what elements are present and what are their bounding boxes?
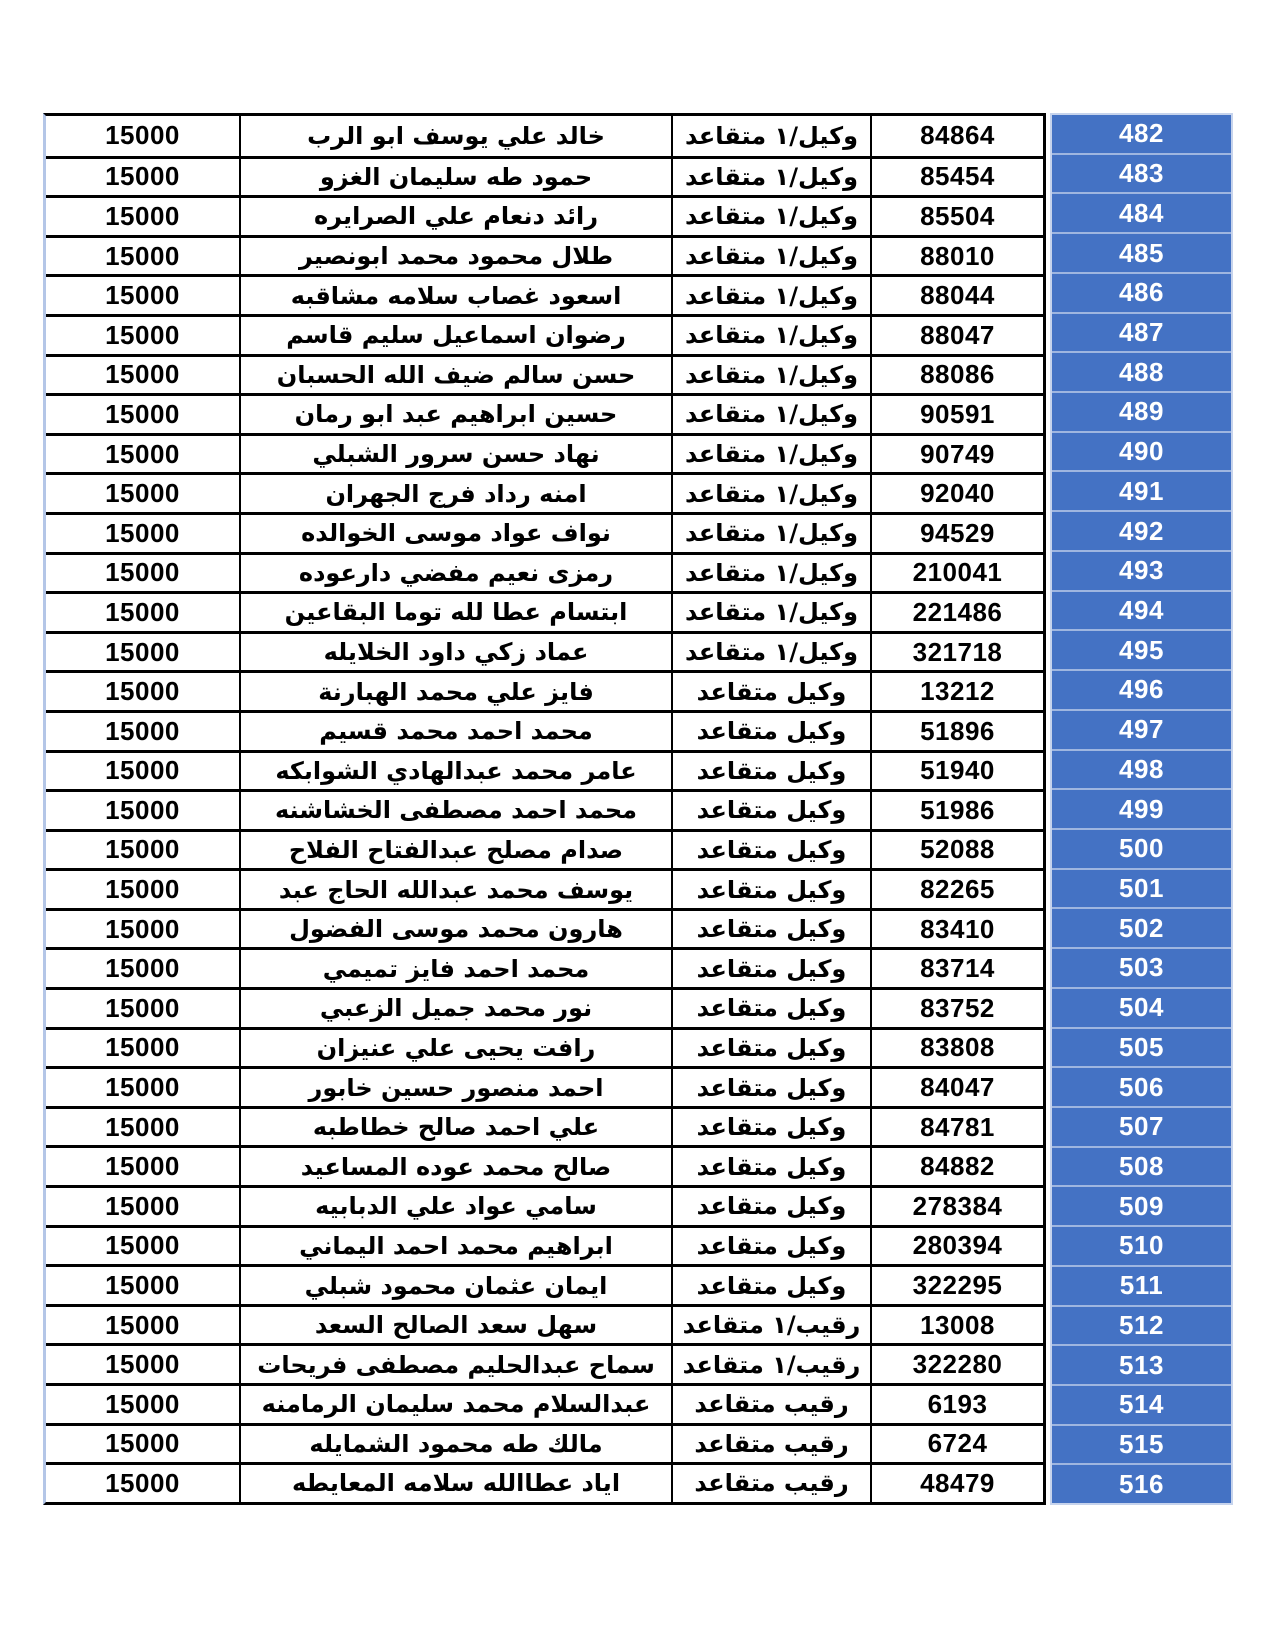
amount-cell: 15000 (105, 1151, 180, 1182)
table-row (46, 1423, 1043, 1463)
amount-cell: 15000 (105, 478, 180, 509)
id-cell: 88086 (870, 357, 1043, 394)
id-cell: 280394 (870, 1228, 1043, 1265)
table-row (46, 156, 1043, 196)
table-row (46, 1383, 1043, 1423)
rank-cell: وكيل متقاعد (671, 950, 870, 987)
rank-cell: وكيل/١ متقاعد (671, 555, 870, 592)
row-number-cell: 506 (1052, 1066, 1231, 1106)
row-number-cell: 499 (1052, 788, 1231, 828)
row-index-column (1050, 113, 1233, 1505)
table-row (46, 235, 1043, 275)
amount-cell: 15000 (105, 517, 180, 548)
rank-cell: وكيل/١ متقاعد (671, 238, 870, 275)
row-number-cell: 498 (1052, 749, 1231, 789)
id-cell: 13008 (870, 1307, 1043, 1344)
rank-cell: وكيل/١ متقاعد (671, 277, 870, 314)
amount-cell: 15000 (105, 1428, 180, 1459)
id-cell: 278384 (870, 1188, 1043, 1225)
name-cell: محمد احمد مصطفى الخشاشنه (239, 792, 671, 829)
name-cell: حمود طه سليمان الغزو (239, 159, 671, 196)
table-row (46, 908, 1043, 948)
name-cell: سهل سعد الصالح السعد (239, 1307, 671, 1344)
amount-cell: 15000 (105, 398, 180, 429)
amount-cell: 15000 (105, 1111, 180, 1142)
name-cell: ايمان عثمان محمود شبلي (239, 1267, 671, 1304)
id-cell: 51940 (870, 753, 1043, 790)
row-number-cell: 485 (1052, 232, 1231, 272)
row-number-cell: 510 (1052, 1225, 1231, 1265)
amount-cell: 15000 (105, 1072, 180, 1103)
name-cell: سامي عواد علي الدبابيه (239, 1188, 671, 1225)
row-number-cell: 503 (1052, 947, 1231, 987)
amount-cell: 15000 (105, 1467, 180, 1498)
id-cell: 84864 (870, 116, 1043, 156)
table-row (46, 195, 1043, 235)
id-cell: 83808 (870, 1030, 1043, 1067)
id-cell: 88010 (870, 238, 1043, 275)
row-number-cell: 516 (1052, 1463, 1231, 1503)
amount-cell: 15000 (105, 280, 180, 311)
name-cell: حسن سالم ضيف الله الحسبان (239, 357, 671, 394)
table-row (46, 472, 1043, 512)
table-row (46, 868, 1043, 908)
amount-cell: 15000 (105, 834, 180, 865)
id-cell: 84047 (870, 1069, 1043, 1106)
name-cell: احمد منصور حسين خابور (239, 1069, 671, 1106)
id-cell: 84882 (870, 1148, 1043, 1185)
id-cell: 92040 (870, 475, 1043, 512)
amount-cell: 15000 (105, 200, 180, 231)
id-cell: 322295 (870, 1267, 1043, 1304)
name-cell: امنه رداد فرج الجهران (239, 475, 671, 512)
id-cell: 83714 (870, 950, 1043, 987)
row-number-cell: 505 (1052, 1027, 1231, 1067)
id-cell: 84781 (870, 1109, 1043, 1146)
id-cell: 94529 (870, 515, 1043, 552)
rank-cell: وكيل/١ متقاعد (671, 357, 870, 394)
table-row (46, 116, 1043, 156)
rank-cell: وكيل/١ متقاعد (671, 634, 870, 671)
row-number-cell: 509 (1052, 1185, 1231, 1225)
table-row (46, 631, 1043, 671)
amount-cell: 15000 (105, 953, 180, 984)
amount-cell: 15000 (105, 596, 180, 627)
table-row (46, 314, 1043, 354)
name-cell: اياد عطاالله سلامه المعايطه (239, 1465, 671, 1502)
rank-cell: وكيل/١ متقاعد (671, 515, 870, 552)
row-number-cell: 514 (1052, 1384, 1231, 1424)
id-cell: 210041 (870, 555, 1043, 592)
row-number-cell: 490 (1052, 431, 1231, 471)
id-cell: 221486 (870, 594, 1043, 631)
table-row (46, 591, 1043, 631)
name-cell: طلال محمود محمد ابونصير (239, 238, 671, 275)
table-row (46, 393, 1043, 433)
name-cell: مالك طه محمود الشمايله (239, 1426, 671, 1463)
rank-cell: رقيب/١ متقاعد (671, 1307, 870, 1344)
rank-cell: وكيل متقاعد (671, 1109, 870, 1146)
amount-cell: 15000 (105, 1032, 180, 1063)
name-cell: عبدالسلام محمد سليمان الرمامنه (239, 1386, 671, 1423)
table-row (46, 1343, 1043, 1383)
id-cell: 6724 (870, 1426, 1043, 1463)
row-number-cell: 504 (1052, 987, 1231, 1027)
row-number-cell: 507 (1052, 1106, 1231, 1146)
amount-cell: 15000 (105, 438, 180, 469)
name-cell: صدام مصلح عبدالفتاح الفلاح (239, 832, 671, 869)
table-row (46, 1066, 1043, 1106)
name-cell: ابتسام عطا لله توما البقاعين (239, 594, 671, 631)
name-cell: صالح محمد عوده المساعيد (239, 1148, 671, 1185)
rank-cell: وكيل/١ متقاعد (671, 436, 870, 473)
row-number-cell: 486 (1052, 272, 1231, 312)
rank-cell: رقيب/١ متقاعد (671, 1346, 870, 1383)
row-number-cell: 501 (1052, 868, 1231, 908)
id-cell: 51896 (870, 713, 1043, 750)
table-row (46, 670, 1043, 710)
id-cell: 90749 (870, 436, 1043, 473)
amount-cell: 15000 (105, 992, 180, 1023)
amount-cell: 15000 (105, 1349, 180, 1380)
id-cell: 82265 (870, 871, 1043, 908)
table-row (46, 1145, 1043, 1185)
id-cell: 83752 (870, 990, 1043, 1027)
amount-cell: 15000 (105, 794, 180, 825)
table-row (46, 552, 1043, 592)
amount-cell: 15000 (105, 1309, 180, 1340)
table-row (46, 829, 1043, 869)
id-cell: 322280 (870, 1346, 1043, 1383)
rank-cell: وكيل متقاعد (671, 832, 870, 869)
id-cell: 52088 (870, 832, 1043, 869)
row-number-cell: 489 (1052, 391, 1231, 431)
amount-cell: 15000 (105, 676, 180, 707)
id-cell: 48479 (870, 1465, 1043, 1502)
rank-cell: وكيل متقاعد (671, 871, 870, 908)
amount-cell: 15000 (105, 359, 180, 390)
table-row (46, 433, 1043, 473)
name-cell: محمد احمد فايز تميمي (239, 950, 671, 987)
row-number-cell: 513 (1052, 1344, 1231, 1384)
row-number-cell: 483 (1052, 153, 1231, 193)
amount-cell: 15000 (105, 120, 180, 151)
name-cell: يوسف محمد عبدالله الحاج عبد (239, 871, 671, 908)
name-cell: علي احمد صالح خطاطبه (239, 1109, 671, 1146)
row-number-cell: 492 (1052, 510, 1231, 550)
amount-cell: 15000 (105, 874, 180, 905)
name-cell: رضوان اسماعيل سليم قاسم (239, 317, 671, 354)
name-cell: هارون محمد موسى الفضول (239, 911, 671, 948)
name-cell: رائد دنعام علي الصرايره (239, 198, 671, 235)
amount-cell: 15000 (105, 755, 180, 786)
table-row (46, 1106, 1043, 1146)
name-cell: نهاد حسن سرور الشبلي (239, 436, 671, 473)
name-cell: عامر محمد عبدالهادي الشوابكه (239, 753, 671, 790)
amount-cell: 15000 (105, 240, 180, 271)
id-cell: 88047 (870, 317, 1043, 354)
row-number-cell: 482 (1052, 115, 1231, 153)
table-row (46, 1304, 1043, 1344)
table-row (46, 1185, 1043, 1225)
id-cell: 85454 (870, 159, 1043, 196)
amount-cell: 15000 (105, 557, 180, 588)
rank-cell: رقيب متقاعد (671, 1426, 870, 1463)
row-number-cell: 496 (1052, 669, 1231, 709)
rank-cell: وكيل/١ متقاعد (671, 396, 870, 433)
name-cell: عماد زكي داود الخلايله (239, 634, 671, 671)
row-number-cell: 511 (1052, 1265, 1231, 1305)
rank-cell: وكيل/١ متقاعد (671, 594, 870, 631)
table-row (46, 512, 1043, 552)
rank-cell: وكيل متقاعد (671, 1267, 870, 1304)
rank-cell: وكيل متقاعد (671, 1148, 870, 1185)
table-row (46, 1225, 1043, 1265)
rank-cell: وكيل/١ متقاعد (671, 317, 870, 354)
rank-cell: وكيل متقاعد (671, 990, 870, 1027)
pension-table (43, 113, 1046, 1505)
name-cell: ابراهيم محمد احمد اليماني (239, 1228, 671, 1265)
rank-cell: وكيل متقاعد (671, 1188, 870, 1225)
name-cell: حسين ابراهيم عبد ابو رمان (239, 396, 671, 433)
rank-cell: وكيل متقاعد (671, 911, 870, 948)
rank-cell: وكيل/١ متقاعد (671, 475, 870, 512)
table-row (46, 710, 1043, 750)
table-row (46, 947, 1043, 987)
row-number-cell: 491 (1052, 470, 1231, 510)
rank-cell: وكيل/١ متقاعد (671, 159, 870, 196)
id-cell: 83410 (870, 911, 1043, 948)
row-number-cell: 488 (1052, 351, 1231, 391)
row-number-cell: 487 (1052, 312, 1231, 352)
table-row (46, 1264, 1043, 1304)
amount-cell: 15000 (105, 1388, 180, 1419)
rank-cell: وكيل/١ متقاعد (671, 198, 870, 235)
table-row (46, 354, 1043, 394)
row-number-cell: 502 (1052, 907, 1231, 947)
rank-cell: وكيل متقاعد (671, 1228, 870, 1265)
table-row (46, 1462, 1043, 1502)
id-cell: 51986 (870, 792, 1043, 829)
id-cell: 13212 (870, 673, 1043, 710)
table-row (46, 987, 1043, 1027)
name-cell: خالد علي يوسف ابو الرب (239, 116, 671, 156)
rank-cell: وكيل متقاعد (671, 713, 870, 750)
row-number-cell: 494 (1052, 590, 1231, 630)
id-cell: 88044 (870, 277, 1043, 314)
amount-cell: 15000 (105, 1270, 180, 1301)
rank-cell: وكيل متقاعد (671, 673, 870, 710)
name-cell: رمزى نعيم مفضي دارعوده (239, 555, 671, 592)
name-cell: محمد احمد محمد قسيم (239, 713, 671, 750)
rank-cell: رقيب متقاعد (671, 1465, 870, 1502)
name-cell: رافت يحيى علي عنيزان (239, 1030, 671, 1067)
rank-cell: وكيل متقاعد (671, 1069, 870, 1106)
amount-cell: 15000 (105, 319, 180, 350)
table-row (46, 274, 1043, 314)
id-cell: 321718 (870, 634, 1043, 671)
name-cell: نواف عواد موسى الخوالده (239, 515, 671, 552)
name-cell: سماح عبدالحليم مصطفى فريحات (239, 1346, 671, 1383)
rank-cell: وكيل متقاعد (671, 753, 870, 790)
amount-cell: 15000 (105, 161, 180, 192)
amount-cell: 15000 (105, 1190, 180, 1221)
row-number-cell: 495 (1052, 629, 1231, 669)
rank-cell: وكيل/١ متقاعد (671, 116, 870, 156)
row-number-cell: 512 (1052, 1305, 1231, 1345)
row-number-cell: 484 (1052, 192, 1231, 232)
rank-cell: رقيب متقاعد (671, 1386, 870, 1423)
table-row (46, 789, 1043, 829)
row-number-cell: 515 (1052, 1424, 1231, 1464)
row-number-cell: 500 (1052, 828, 1231, 868)
row-number-cell: 508 (1052, 1146, 1231, 1186)
name-cell: نور محمد جميل الزعبي (239, 990, 671, 1027)
name-cell: اسعود غصاب سلامه مشاقبه (239, 277, 671, 314)
table-row (46, 1027, 1043, 1067)
id-cell: 90591 (870, 396, 1043, 433)
rank-cell: وكيل متقاعد (671, 1030, 870, 1067)
amount-cell: 15000 (105, 636, 180, 667)
row-number-cell: 493 (1052, 550, 1231, 590)
amount-cell: 15000 (105, 715, 180, 746)
rank-cell: وكيل متقاعد (671, 792, 870, 829)
id-cell: 85504 (870, 198, 1043, 235)
amount-cell: 15000 (105, 1230, 180, 1261)
row-number-cell: 497 (1052, 709, 1231, 749)
id-cell: 6193 (870, 1386, 1043, 1423)
amount-cell: 15000 (105, 913, 180, 944)
name-cell: فايز علي محمد الهبارنة (239, 673, 671, 710)
table-row (46, 750, 1043, 790)
